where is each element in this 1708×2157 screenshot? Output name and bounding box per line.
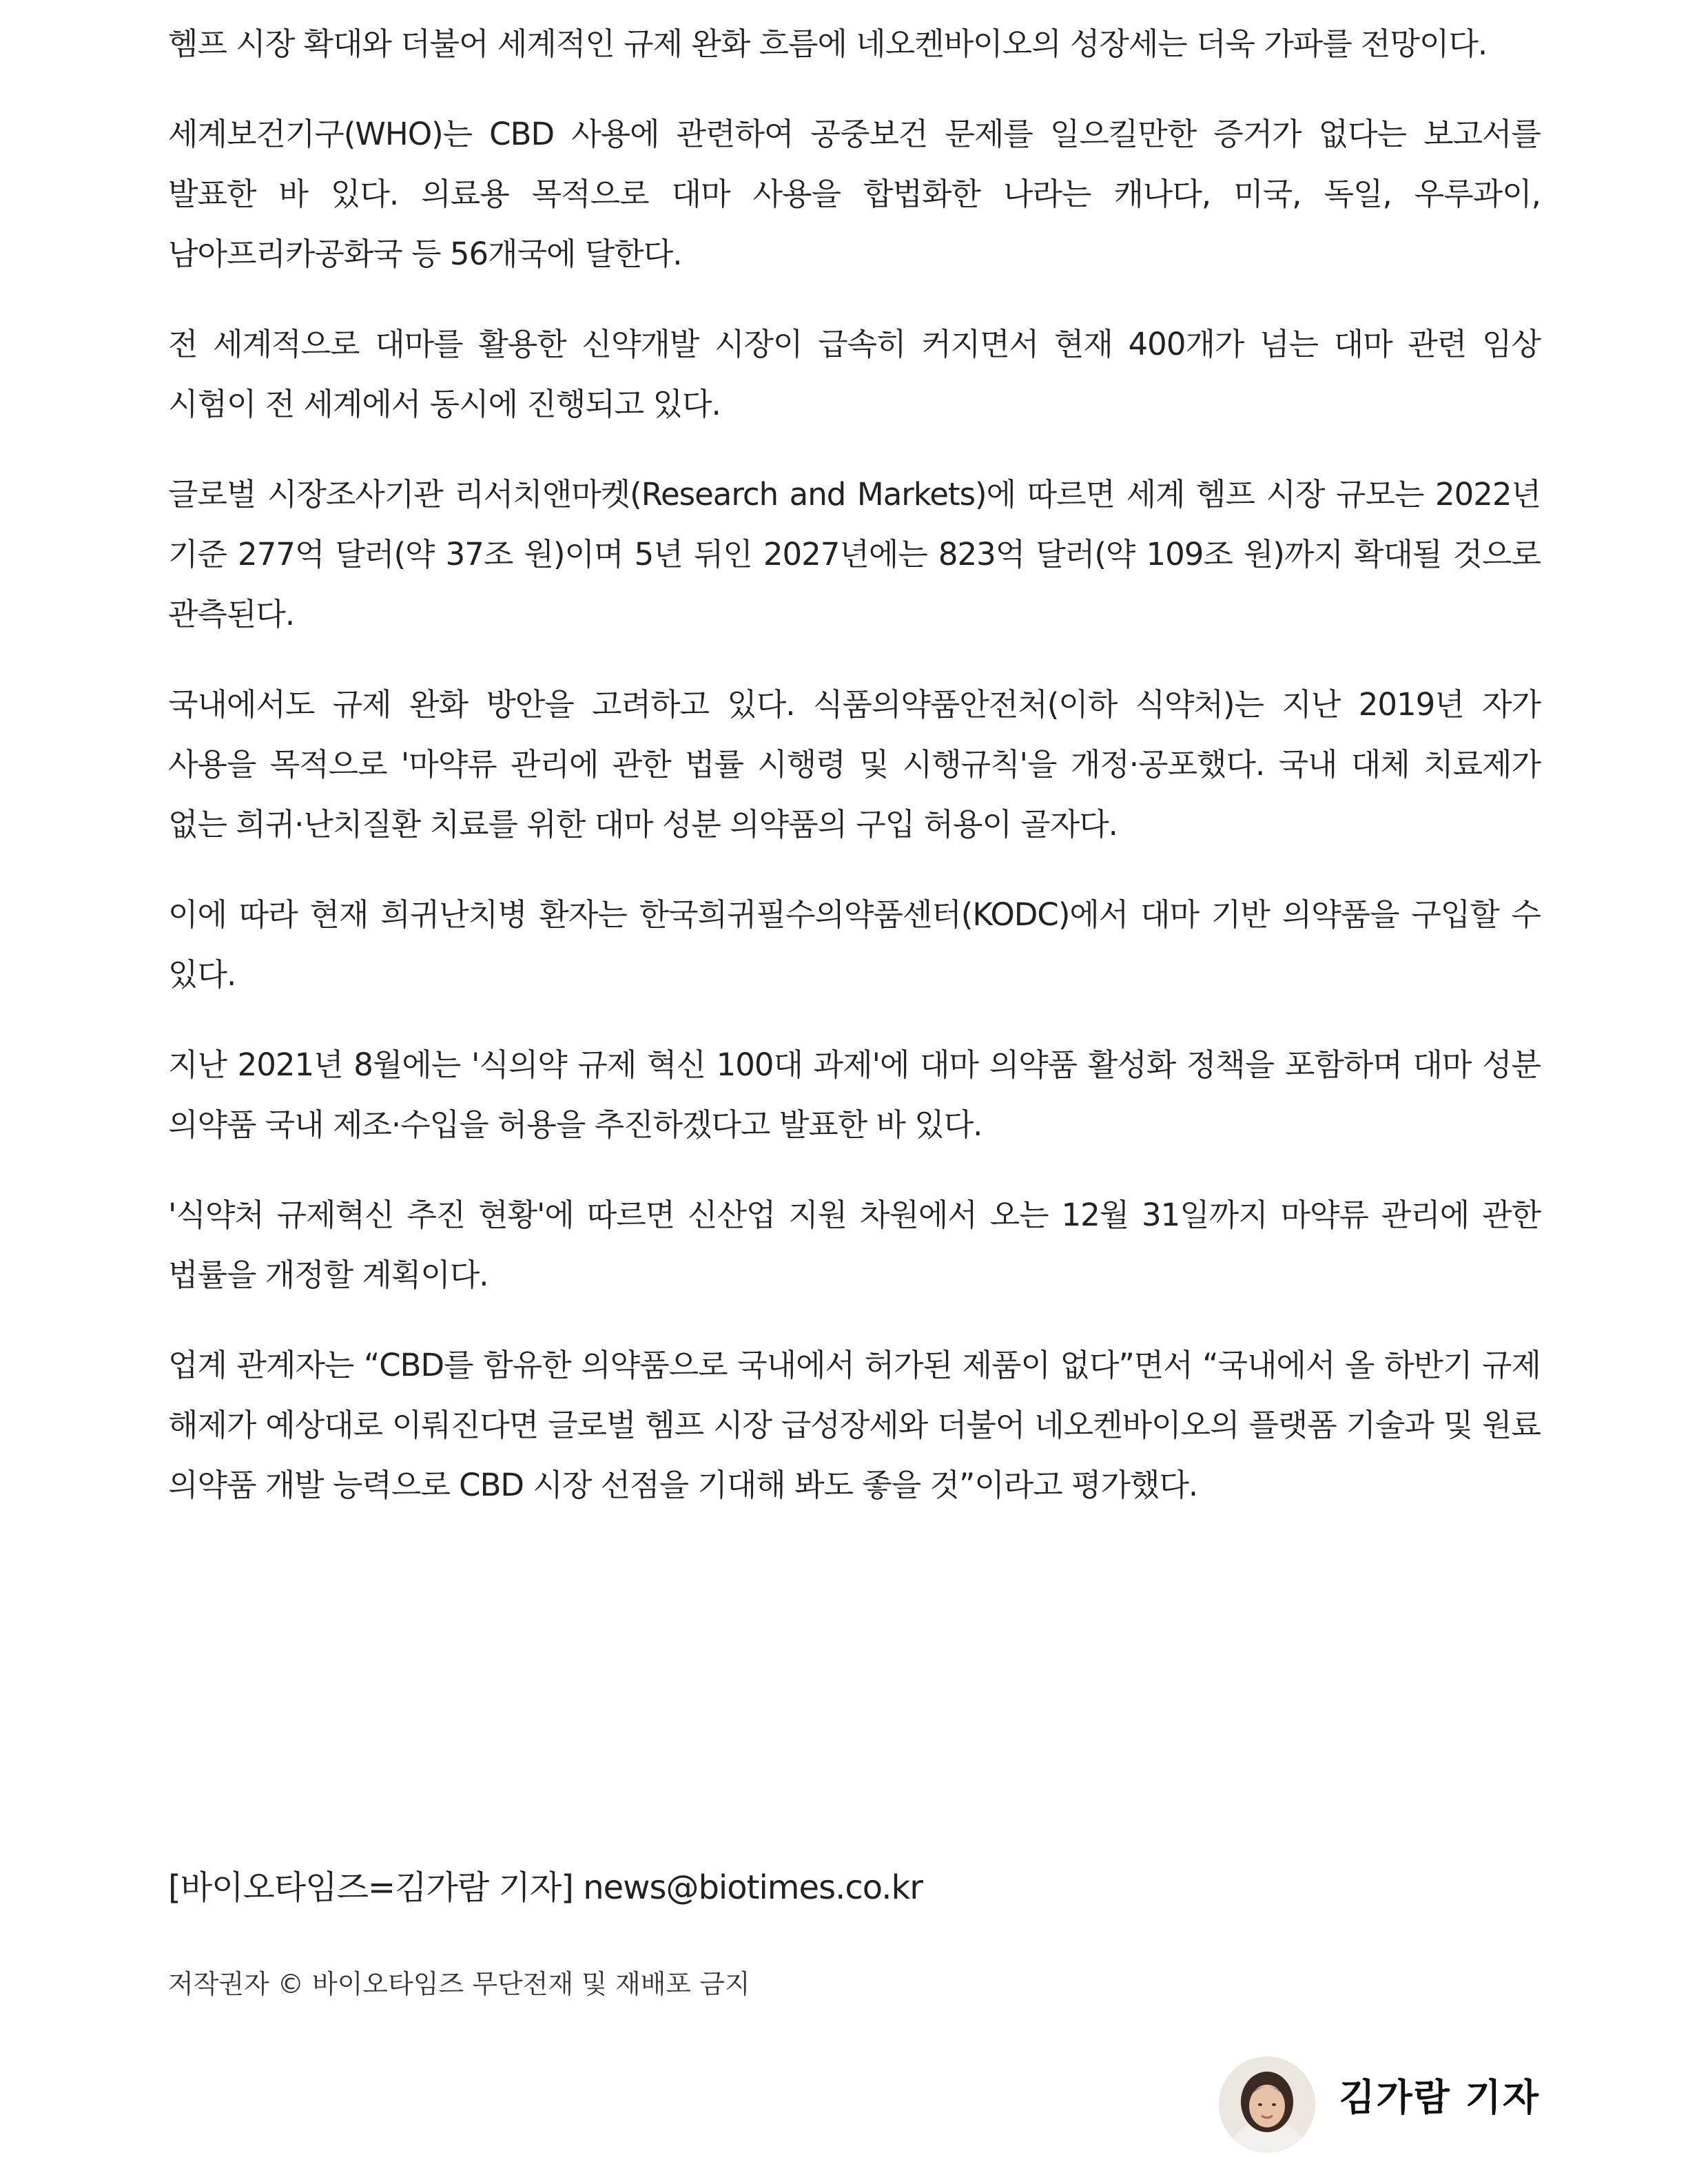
- reporter-name[interactable]: 김가람 기자: [1339, 2075, 1540, 2119]
- article-paragraph: 국내에서도 규제 완화 방안을 고려하고 있다. 식품의약품안전처(이하 식약처)는 지난 2019년 자가 사용을 목적으로 '마약류 관리에 관한 법률 시행령 및 시행규칙'을 개정·공포했다. 국내 대체 치료제가 없는 희귀·난치질환 치료를 위한 대마 성분 의약품의 구입 허용이 골자다.: [168, 686, 1541, 843]
- copyright-notice: 저작권자 © 바이오타임즈 무단전재 및 재배포 금지: [168, 1969, 750, 1999]
- article-paragraph: 전 세계적으로 대마를 활용한 신약개발 시장이 급속히 커지면서 현재 400개가 넘는 대마 관련 임상 시험이 전 세계에서 동시에 진행되고 있다.: [168, 326, 1541, 422]
- reporter-profile[interactable]: [1219, 2056, 1540, 2153]
- article-paragraph: 업계 관계자는 “CBD를 함유한 의약품으로 국내에서 허가된 제품이 없다”면서 “국내에서 올 하반기 규제 해제가 예상대로 이뤄진다면 글로벌 헴프 시장 급성장세와 더불어 네오켄바이오의 플랫폼 기술과 및 원료 의약품 개발 능력으로 CBD 시장 선점을 기대해 봐도 좋을 것”이라고 평가했다.: [168, 1347, 1541, 1503]
- article-paragraph: 헴프 시장 확대와 더불어 세계적인 규제 완화 흐름에 네오켄바이오의 성장세는 더욱 가파를 전망이다.: [168, 25, 1488, 62]
- article-paragraph: 글로벌 시장조사기관 리서치앤마켓(Research and Markets)에 따르면 세계 헴프 시장 규모는 2022년 기준 277억 달러(약 37조 원)이며 5년 뒤인 2027년에는 823억 달러(약 109조 원)까지 확대될 것으로 관측된다.: [168, 476, 1541, 632]
- reporter-photo-icon: [1219, 2056, 1315, 2153]
- reporter-avatar[interactable]: [1219, 2056, 1315, 2153]
- article-byline: [바이오타임즈=김가람 기자] news@biotimes.co.kr: [168, 1868, 923, 1907]
- article-paragraph: 이에 따라 현재 희귀난치병 환자는 한국희귀필수의약품센터(KODC)에서 대마 기반 의약품을 구입할 수 있다.: [168, 896, 1541, 993]
- article-paragraph: 지난 2021년 8월에는 '식의약 규제 혁신 100대 과제'에 대마 의약품 활성화 정책을 포함하며 대마 성분 의약품 국내 제조·수입을 허용을 추진하겠다고 발표한 바 있다.: [168, 1046, 1541, 1143]
- article-paragraph: 세계보건기구(WHO)는 CBD 사용에 관련하여 공중보건 문제를 일으킬만한 증거가 없다는 보고서를 발표한 바 있다. 의료용 목적으로 대마 사용을 합법화한 나라는 캐나다, 미국, 독일, 우루과이, 남아프리카공화국 등 56개국에 달한다.: [168, 116, 1541, 272]
- article-body: [168, 14, 1541, 1545]
- article-paragraph: '식약처 규제혁신 추진 현황'에 따르면 신산업 지원 차원에서 오는 12월 31일까지 마약류 관리에 관한 법률을 개정할 계획이다.: [168, 1197, 1541, 1293]
